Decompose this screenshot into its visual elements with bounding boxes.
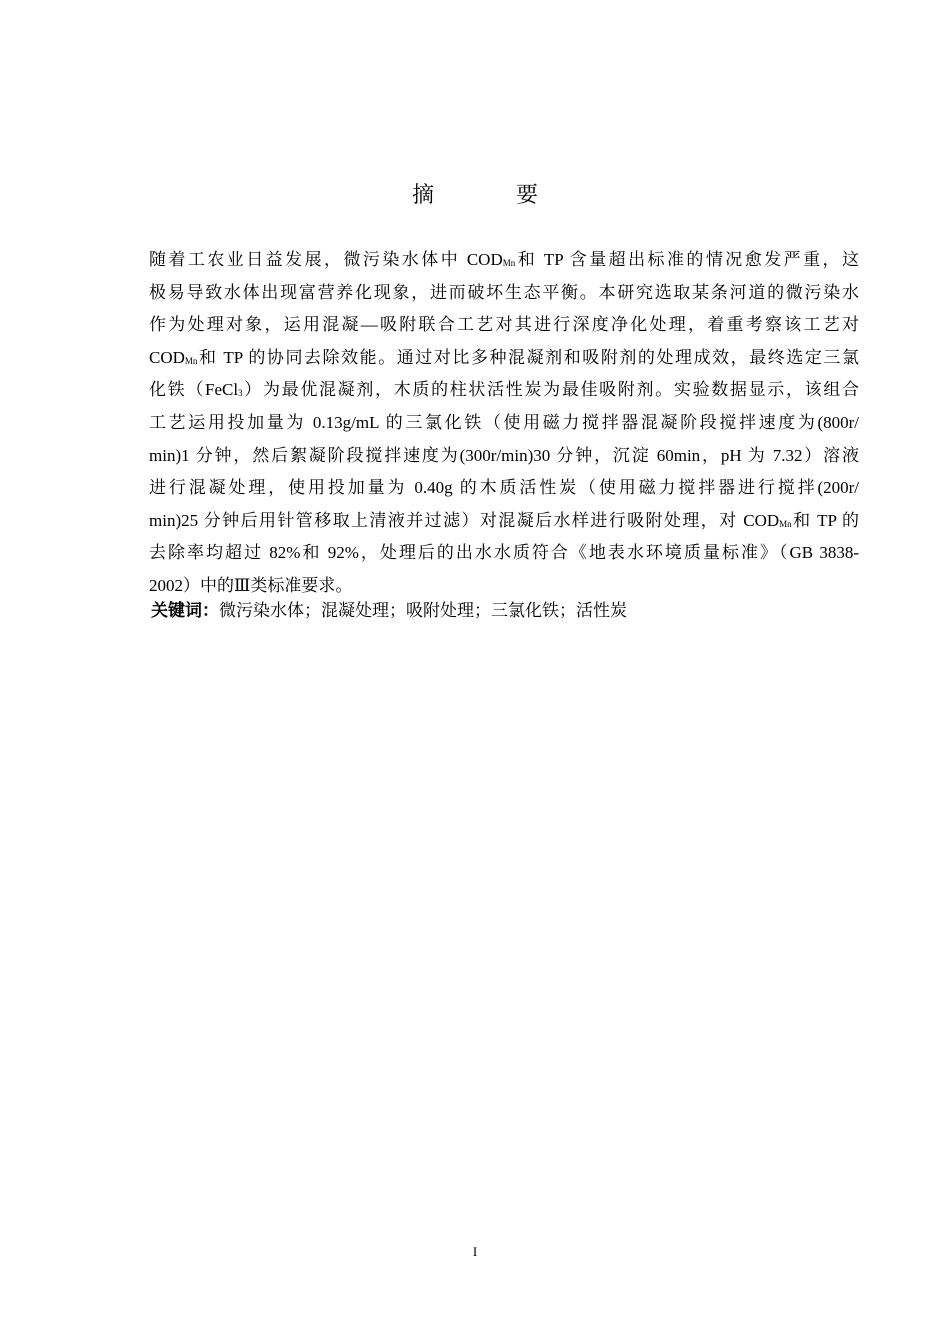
abstract-line: 工艺运用投加量为 0.13g/mL 的三氯化铁（使用磁力搅拌器混凝阶段搅拌速度为(800r/ — [149, 412, 859, 432]
keywords-label: 关键词： — [151, 601, 219, 620]
abstract-line: $COD_{Mn}$和 TP 的协同去除效能。通过对比多种混凝剂和吸附剂的处理成效，最终选定三氯 — [149, 347, 859, 367]
abstract-line: 随着工农业日益发展，微污染水体中 $COD_{Mn}$和 TP 含量超出标准的情况愈发严重，这 — [149, 250, 859, 269]
abstract-line: 化铁（FeCl$_3$）为最优混凝剂，木质的柱状活性炭为最佳吸附剂。实验数据显示，该组合 — [149, 380, 860, 400]
abstract-line: min)25 分钟后用针管移取上清液并过滤）对混凝后水样进行吸附处理，对 $COD_{Mn}$和 TP 的 — [149, 510, 859, 530]
abstract-line: 去除率均超过 82%和 92%，处理后的出水水质符合《地表水环境质量标准》（GB 3838- — [149, 543, 859, 563]
abstract-line: 作为处理对象，运用混凝—吸附联合工艺对其进行深度净化处理，着重考察该工艺对 — [149, 315, 859, 335]
keywords — [151, 597, 627, 625]
page-title: 摘 要 — [411, 182, 568, 207]
abstract-line: 进行混凝处理，使用投加量为 0.40g 的木质活性炭（使用磁力搅拌器进行搅拌(200r/ — [149, 478, 859, 498]
keywords-text: 微污染水体；混凝处理；吸附处理；三氯化铁；活性炭 — [219, 601, 627, 620]
abstract-body — [115, 244, 859, 603]
abstract-line: 2002）中的Ⅲ类标准要求。 — [149, 575, 353, 595]
page-number: I — [472, 1244, 478, 1259]
abstract-paragraph — [115, 244, 859, 603]
abstract-line: 极易导致水体出现富营养化现象，进而破坏生态平衡。本研究选取某条河道的微污染水 — [149, 282, 859, 302]
abstract-line: min)1 分钟，然后絮凝阶段搅拌速度为(300r/min)30 分钟，沉淀 60min，pH 为 7.32）溶液 — [149, 445, 859, 465]
